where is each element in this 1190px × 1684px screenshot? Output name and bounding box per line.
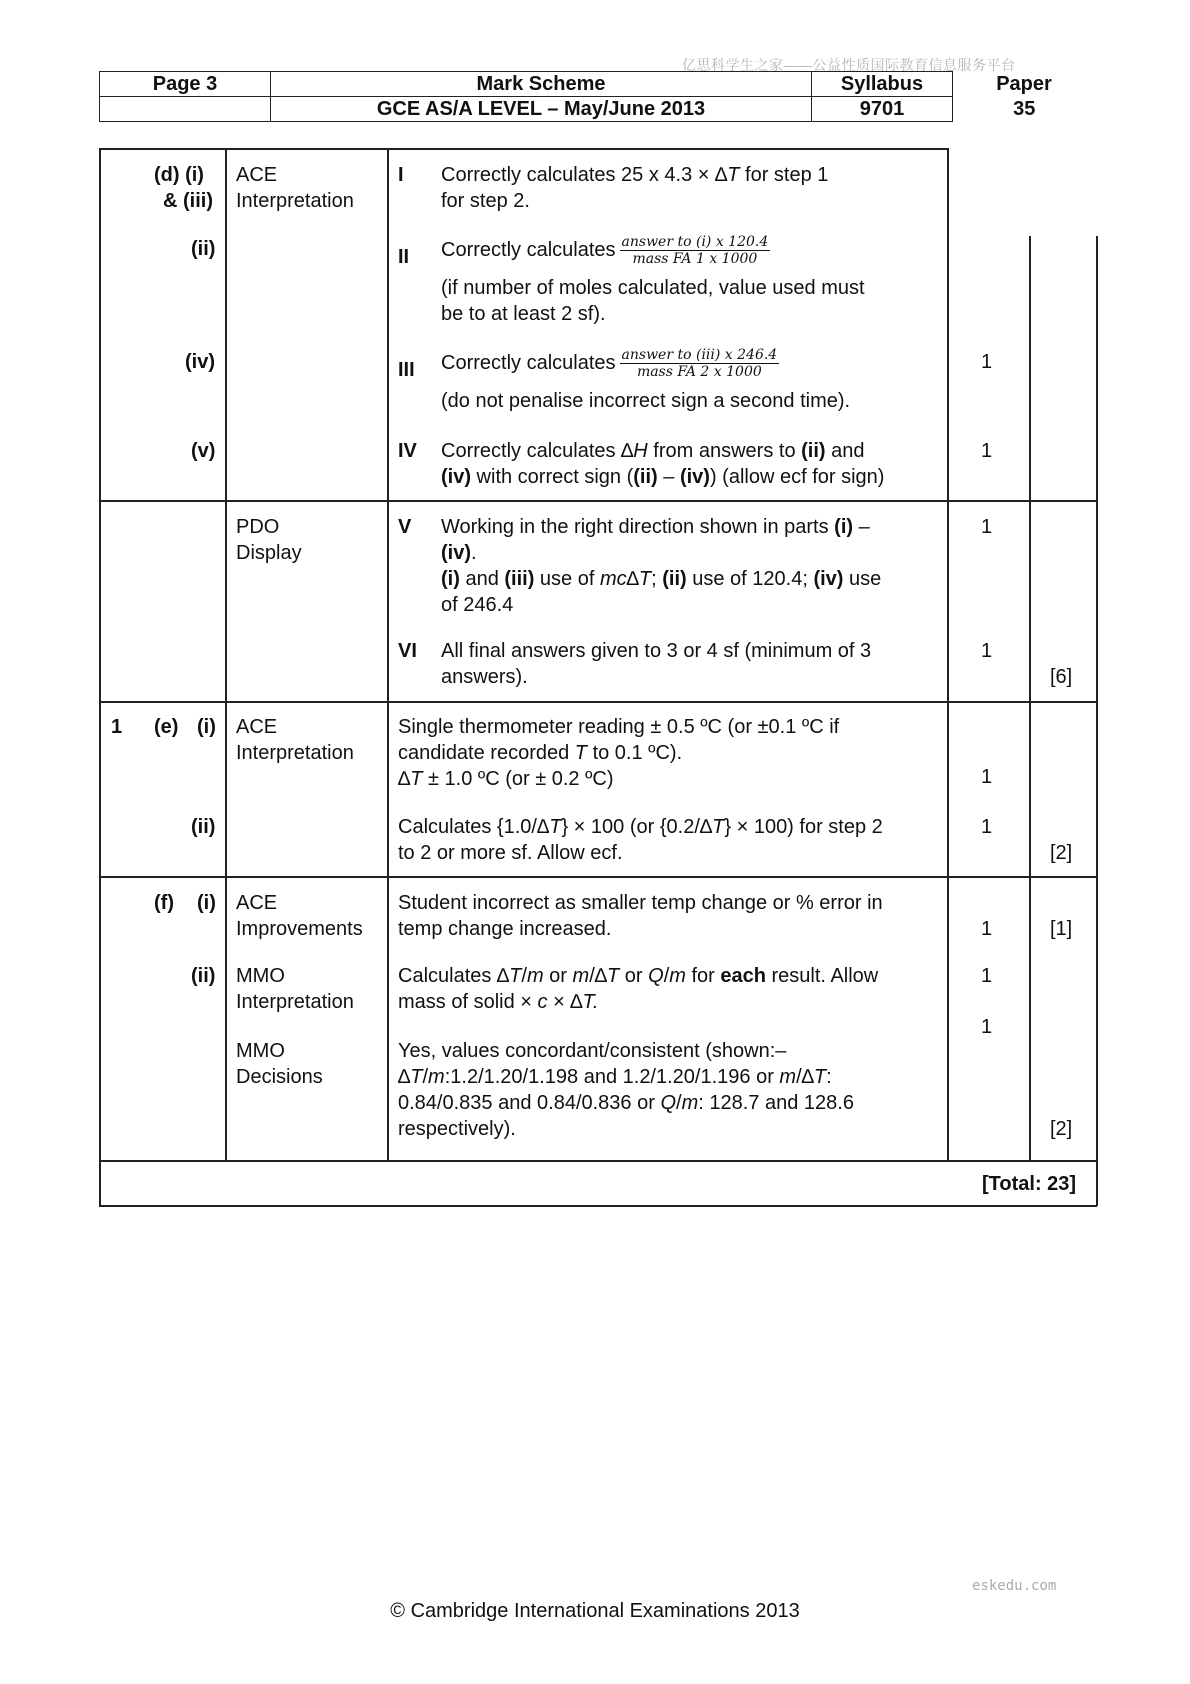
mark-point-text: temp change increased. (398, 918, 612, 940)
copyright-footer: © Cambridge International Examinations 2013 (390, 1600, 800, 1622)
doc-title: Mark Scheme (271, 72, 812, 97)
mark-point-text: (iv). (441, 542, 477, 564)
page-number: Page 3 (100, 72, 271, 97)
section-total: [6] (1050, 666, 1073, 688)
question-f: (f) (154, 892, 174, 914)
question-e-i: (i) (197, 716, 216, 738)
question-d-i: (d) (i) (154, 164, 204, 186)
mark-point-text: of 246.4 (441, 594, 514, 616)
skill-label: Interpretation (236, 991, 354, 1013)
question-number: 1 (111, 716, 123, 738)
question-e: (e) (154, 716, 179, 738)
mark-point-text: (do not penalise incorrect sign a second time). (441, 390, 851, 412)
mark-point-text: Correctly calculates ∆H from answers to (ii) and (441, 440, 865, 462)
skill-label: Improvements (236, 918, 363, 940)
syllabus-code: 9701 (812, 97, 953, 122)
skill-label: ACE (236, 164, 278, 186)
mark-point-text: Single thermometer reading ± 0.5 ºC (or ±0.1 ºC if (398, 716, 840, 738)
paper-label: Paper (996, 72, 1052, 95)
mark-point-text: to 2 or more sf. Allow ecf. (398, 842, 623, 864)
question-d-v: (v) (191, 440, 216, 462)
section-total: [2] (1050, 842, 1073, 864)
mark-point-text: Correctly calculates $\frac{\text{answer to (i) x 120.4}}{\text{mass FA 1 x 1000}}$ (441, 234, 769, 267)
mark-value: 1 (981, 640, 993, 662)
mark-point-text: Working in the right direction shown in parts (i) – (441, 516, 870, 538)
skill-label: ACE (236, 892, 278, 914)
mark-point-text: candidate recorded T to 0.1 ºC). (398, 742, 683, 764)
question-d-ii: (ii) (191, 238, 216, 260)
mark-point-text: ∆T ± 1.0 ºC (or ± 0.2 ºC) (398, 768, 614, 790)
mark-point-text: mass of solid × c × ∆T. (398, 991, 599, 1013)
mark-point-text: 0.84/0.835 and 0.84/0.836 or Q/m: 128.7 and 128.6 (398, 1092, 854, 1114)
watermark-top: 亿思科学生之家——公益性质国际教育信息服务平台 (682, 57, 1016, 73)
paper-number: 35 (1013, 97, 1036, 120)
mark-value: 1 (981, 816, 993, 838)
mark-value: 1 (981, 440, 993, 462)
question-f-ii: (ii) (191, 965, 216, 987)
fraction: $\frac{\text{answer to (i) x 120.4}}{\text{mass FA 1 x 1000}}$ (621, 234, 769, 267)
skill-label: Interpretation (236, 742, 354, 764)
mark-value: 1 (981, 918, 993, 940)
mark-point-text: (iv) with correct sign ((ii) – (iv)) (allow ecf for sign) (441, 466, 885, 488)
mark-value: 1 (981, 965, 993, 987)
mark-point-text: (if number of moles calculated, value used must (441, 277, 865, 299)
point-number: III (398, 359, 415, 381)
grand-total: [Total: 23] (982, 1173, 1077, 1195)
section-total: [1] (1050, 918, 1073, 940)
mark-value: 1 (981, 766, 993, 788)
question-d-iii: & (iii) (163, 190, 213, 212)
question-e-ii: (ii) (191, 816, 216, 838)
skill-label: MMO (236, 1040, 285, 1062)
mark-point-text: Yes, values concordant/consistent (shown:– (398, 1040, 787, 1062)
watermark-bottom: eskedu.com (972, 1578, 1057, 1594)
skill-label: PDO (236, 516, 280, 538)
mark-value: 1 (981, 516, 993, 538)
header-table (99, 71, 1096, 122)
mark-point-text: be to at least 2 sf). (441, 303, 606, 325)
point-number: V (398, 516, 412, 538)
mark-point-text: Correctly calculates $\frac{\text{answer to (iii) x 246.4}}{\text{mass FA 2 x 1000}}$ (441, 347, 778, 380)
mark-point-text: ∆T/m:1.2/1.20/1.198 and 1.2/1.20/1.196 or m/∆T: (398, 1066, 832, 1088)
mark-point-text: Student incorrect as smaller temp change or % error in (398, 892, 883, 914)
skill-label: Interpretation (236, 190, 354, 212)
point-number: I (398, 164, 404, 186)
point-number: VI (398, 640, 417, 662)
mark-point-text: Calculates {1.0/∆T} × 100 (or {0.2/∆T} × 100) for step 2 (398, 816, 883, 838)
point-number: IV (398, 440, 417, 462)
mark-value: 1 (981, 351, 993, 373)
skill-label: ACE (236, 716, 278, 738)
mark-point-text: All final answers given to 3 or 4 sf (minimum of 3 (441, 640, 872, 662)
question-d-iv: (iv) (185, 351, 215, 373)
doc-subtitle: GCE AS/A LEVEL – May/June 2013 (271, 97, 812, 122)
mark-point-text: for step 2. (441, 190, 530, 212)
skill-label: Display (236, 542, 302, 564)
section-total: [2] (1050, 1118, 1073, 1140)
question-f-i: (i) (197, 892, 216, 914)
skill-label: MMO (236, 965, 285, 987)
mark-point-text: answers). (441, 666, 528, 688)
syllabus-label: Syllabus (812, 72, 953, 97)
fraction: $\frac{\text{answer to (iii) x 246.4}}{\text{mass FA 2 x 1000}}$ (621, 347, 778, 380)
mark-point-text: Correctly calculates 25 x 4.3 × ∆T for step 1 (441, 164, 829, 186)
mark-value: 1 (981, 1016, 993, 1038)
mark-point-text: respectively). (398, 1118, 516, 1140)
mark-scheme-table (99, 148, 1097, 1206)
skill-label: Decisions (236, 1066, 323, 1088)
mark-point-text: (i) and (iii) use of mc∆T; (ii) use of 120.4; (iv) use (441, 568, 882, 590)
point-number: II (398, 246, 410, 268)
mark-point-text: Calculates ∆T/m or m/∆T or Q/m for each result. Allow (398, 965, 879, 987)
